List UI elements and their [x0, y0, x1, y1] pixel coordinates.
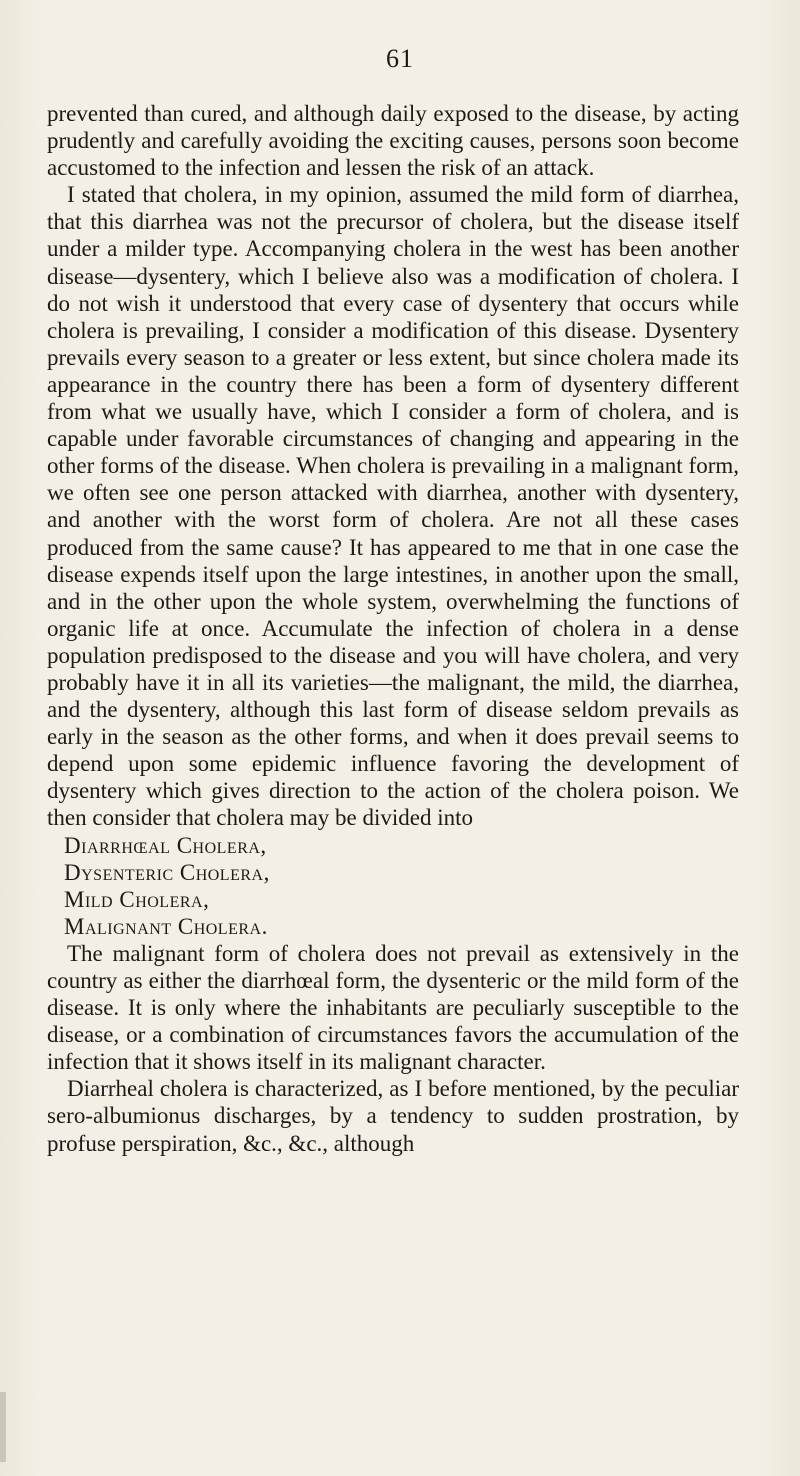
- paragraph-continuation: prevented than cured, and although daily exposed to the disease, by acting prudently and carefully avoiding the exciting causes, persons soon become accustomed to the infection and lessen the risk of an attack.: [47, 101, 739, 181]
- variety-dysenteric: Dysenteric Cholera,: [64, 859, 270, 885]
- paragraph-malignant-form: The malignant form of cholera does not prevail as extensively in the country as either the diarrhœal form, the dysenteric or the mild form of the disease. It is only where the inhabitants are peculiarly susceptible to the disease, or a combination of circumstances favors the accumulation of the infection that it shows itself in its malignant character.: [47, 940, 739, 1075]
- margin-mark: [0, 1392, 6, 1462]
- variety-mild: Mild Cholera,: [64, 886, 210, 912]
- variety-diarrheal: Diarrhœal Cholera,: [64, 832, 267, 858]
- paragraph-diarrheal-cholera: Diarrheal cholera is characterized, as I before mentioned, by the peculiar sero-albumionus discharges, by a tendency to sudden prostration, by profuse perspiration, &c., &c., although: [47, 1076, 739, 1156]
- body-text: [47, 100, 739, 1157]
- cholera-varieties-list: [47, 832, 739, 940]
- paragraph-diarrhea-dysentery: I stated that cholera, in my opinion, assumed the mild form of diarrhea, that this diarrhea was not the precursor of cholera, but the disease itself under a milder type. Accompanying cholera in the west has been another disease—dysentery, which I believe also was a modification of cholera. I do not wish it understood that every case of dysentery that occurs while cholera is prevailing, I consider a modification of this disease. Dysentery prevails every season to a greater or less extent, but since cholera made its appearance in the country there has been a form of dysentery different from what we usually have, which I consider a form of cholera, and is capable under favorable circumstances of changing and appearing in the other forms of the disease. When cholera is prevailing in a malignant form, we often see one person attacked with diarrhea, another with dysentery, and another with the worst form of cholera. Are not all these cases produced from the same cause? It has appeared to me that in one case the disease expends itself upon the large intestines, in another upon the small, and in the other upon the whole system, overwhelming the functions of organic life at once. Accumulate the infection of cholera in a dense population predisposed to the disease and you will have cholera, and very probably have it in all its varieties—the malignant, the mild, the diarrhea, and the dysentery, although this last form of disease seldom prevails as early in the season as the other forms, and when it does prevail seems to depend upon some epidemic influence favoring the development of dysentery which gives direction to the action of the cholera poison. We then consider that cholera may be divided into: [47, 182, 739, 831]
- variety-malignant: Malignant Cholera.: [64, 913, 268, 939]
- page-number: 61: [386, 44, 414, 73]
